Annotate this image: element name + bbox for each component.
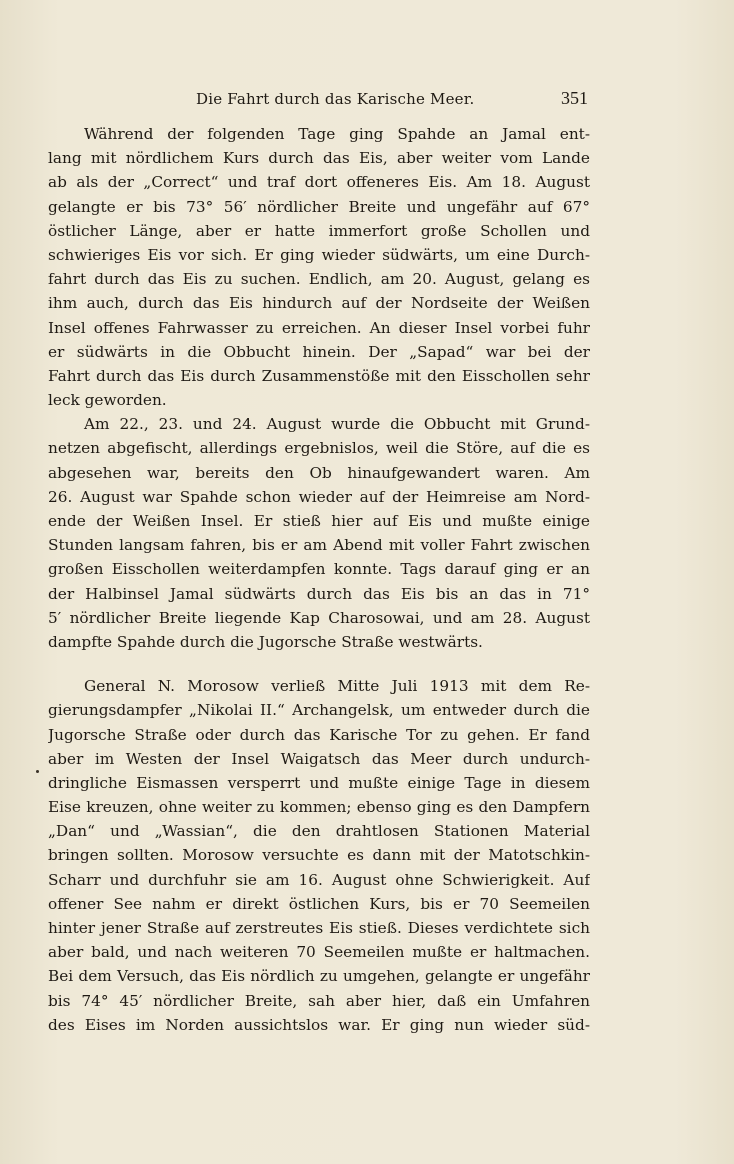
- text-line: bis 74° 45′ nördlicher Breite, sah aber hier, daß ein Umfahren: [48, 991, 590, 1010]
- text-line: großen Eisschollen weiterdampfen konnte. Tags darauf ging er an: [48, 560, 590, 579]
- text-line: offener See nahm er direkt östlichen Kurs, bis er 70 Seemeilen: [48, 894, 590, 913]
- page-number: 351: [561, 88, 588, 108]
- text-line: fahrt durch das Eis zu suchen. Endlich, am 20. August, gelang es: [48, 270, 590, 289]
- paragraph-1: [48, 122, 590, 412]
- running-head: Die Fahrt durch das Karische Meer.: [196, 90, 475, 108]
- text-line: Scharr und durchfuhr sie am 16. August ohne Schwierigkeit. Auf: [48, 870, 590, 889]
- text-line: Eise kreuzen, ohne weiter zu kommen; ebenso ging es den Dampfern: [48, 798, 590, 817]
- text-line: dringliche Eismassen versperrt und mußte einige Tage in diesem: [48, 773, 590, 792]
- text-line: „Dan“ und „Wassian“, die den drahtlosen Stationen Material: [48, 822, 590, 841]
- text-line: des Eises im Norden aussichtslos war. Er ging nun wieder süd-: [48, 1015, 590, 1034]
- text-line: 5′ nördlicher Breite liegende Kap Charosowai, und am 28. August: [48, 608, 590, 627]
- paragraph-2: [48, 412, 590, 654]
- text-line: Am 22., 23. und 24. August wurde die Obbucht mit Grund-: [84, 415, 590, 434]
- text-line: Insel offenes Fahrwasser zu erreichen. An dieser Insel vorbei fuhr: [48, 318, 590, 337]
- text-line: ende der Weißen Insel. Er stieß hier auf Eis und mußte einige: [48, 512, 590, 530]
- text-line: dampfte Spahde durch die Jugorsche Straße westwärts.: [48, 632, 483, 651]
- text-line: aber im Westen der Insel Waigatsch das Meer durch undurch-: [48, 749, 590, 768]
- text-line: aber bald, und nach weiteren 70 Seemeilen mußte er haltmachen.: [48, 943, 590, 962]
- page-header: [48, 88, 588, 114]
- body-text: [48, 122, 590, 1037]
- text-line: ab als der „Correct“ und traf dort offeneres Eis. Am 18. August: [48, 173, 590, 192]
- text-line: Stunden langsam fahren, bis er am Abend mit voller Fahrt zwischen: [48, 536, 590, 555]
- text-line: Bei dem Versuch, das Eis nördlich zu umgehen, gelangte er ungefähr: [48, 967, 590, 986]
- text-line: bringen sollten. Morosow versuchte es dann mit der Matotschkin-: [48, 846, 590, 865]
- paragraph-3: [48, 674, 590, 1037]
- text-line: hinter jener Straße auf zerstreutes Eis stieß. Dieses verdichtete sich: [48, 919, 590, 937]
- text-line: ihm auch, durch das Eis hindurch auf der Nordseite der Weißen: [48, 294, 590, 313]
- text-line: General N. Morosow verließ Mitte Juli 1913 mit dem Re-: [84, 677, 590, 696]
- text-line: der Halbinsel Jamal südwärts durch das Eis bis an das in 71°: [48, 584, 590, 603]
- text-line: gelangte er bis 73° 56′ nördlicher Breite und ungefähr auf 67°: [48, 197, 590, 216]
- text-line: östlicher Länge, aber er hatte immerfort große Schollen und: [48, 221, 590, 240]
- text-line: Während der folgenden Tage ging Spahde an Jamal ent-: [84, 125, 590, 143]
- text-line: lang mit nördlichem Kurs durch das Eis, aber weiter vom Lande: [48, 149, 590, 168]
- text-line: Jugorsche Straße oder durch das Karische Tor zu gehen. Er fand: [48, 725, 590, 744]
- text-line: leck geworden.: [48, 391, 167, 410]
- text-line: schwieriges Eis vor sich. Er ging wieder südwärts, um eine Durch-: [48, 245, 590, 264]
- text-line: er südwärts in die Obbucht hinein. Der „Sapad“ war bei der: [48, 342, 590, 361]
- text-line: 26. August war Spahde schon wieder auf der Heimreise am Nord-: [48, 487, 590, 506]
- margin-mark: [36, 770, 39, 773]
- text-line: abgesehen war, bereits den Ob hinaufgewandert waren. Am: [48, 463, 590, 482]
- text-line: gierungsdampfer „Nikolai II.“ Archangelsk, um entweder durch die: [48, 701, 590, 720]
- text-line: netzen abgefischt, allerdings ergebnislos, weil die Störe, auf die es: [48, 439, 590, 458]
- text-line: Fahrt durch das Eis durch Zusammenstöße mit den Eisschollen sehr: [48, 366, 590, 385]
